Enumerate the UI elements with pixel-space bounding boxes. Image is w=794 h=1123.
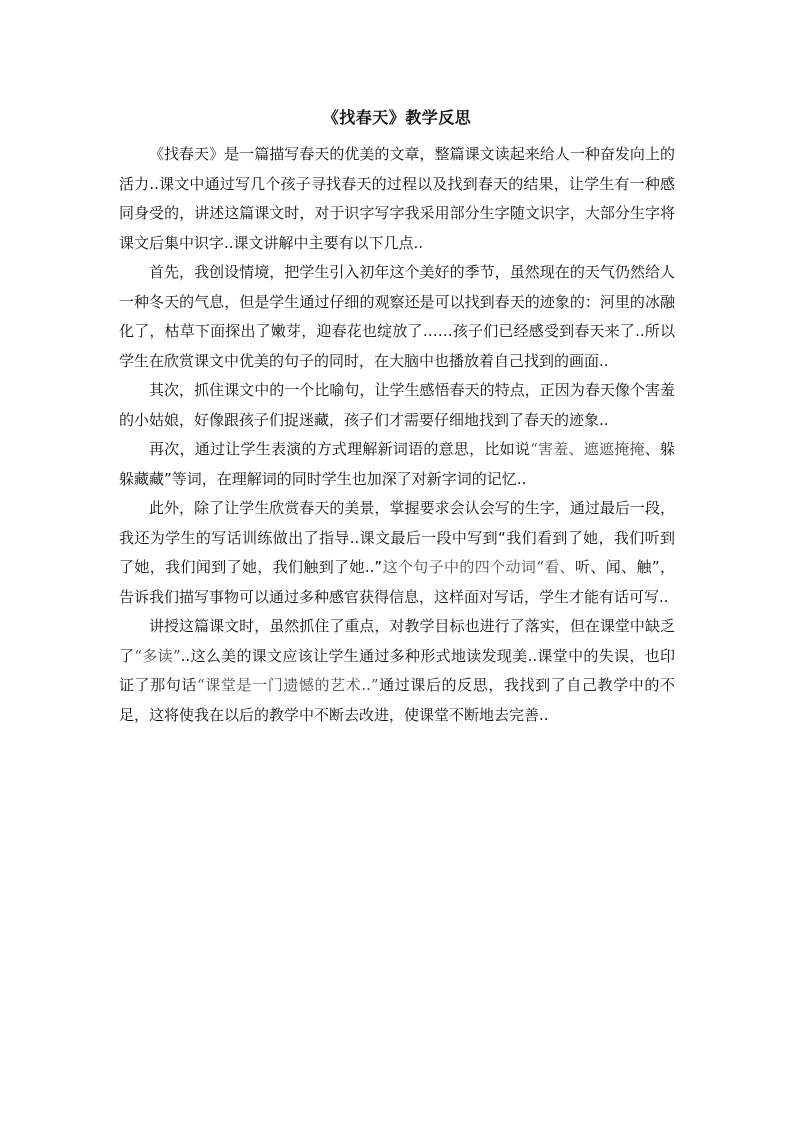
paragraph [119, 435, 675, 494]
paragraph [119, 376, 675, 435]
document-title: 《找春天》教学反思 [322, 108, 472, 127]
quoted-text: “课堂是一门遗憾的艺术..” [197, 676, 379, 694]
paragraph [119, 612, 675, 730]
paragraph-text: 首先，我创设情境，把学生引入初年这个美好的季节，虽然现在的天气仍然给人一种冬天的气息，但是学生通过仔细的观察还是可以找到春天的迹象的：河里的冰融化了，枯草下面探出了嫩芽，迎春花也绽放了……孩子们已经感受到春天来了..所以学生在欣赏课文中优美的句子的同时，在大脑中也播放着自己找到的画面.. [119, 263, 675, 370]
paragraph [119, 140, 675, 258]
quoted-text: “害羞、遮遮掩掩 [530, 440, 645, 458]
document-body [119, 140, 675, 730]
paragraph-text: ..这么美的课文应该让学生通过多种形式地读发现美..课堂中的失误，也印证了那句话 [119, 646, 675, 694]
paragraph [119, 258, 675, 376]
paragraph-text: 《找春天》是一篇描写春天的优美的文章，整篇课文读起来给人一种奋发向上的活力..课文中通过写几个孩子寻找春天的过程以及找到春天的结果，让学生有一种感同身受的，讲述这篇课文时，对于识字写字我采用部分生字随文识字，大部分生字将课文后集中识字..课文讲解中主要有以下几点.. [119, 145, 675, 252]
paragraph-text: 讲授这篇课文时，虽然抓住了重点，对教学目标也进行了落实，但在课堂中缺乏了 [119, 617, 675, 665]
paragraph [119, 494, 675, 612]
paragraph-text: 通过课后的反思，我找到了自己教学中的不足，这将使我在以后的教学中不断去改进，使课堂不断地去完善.. [119, 676, 675, 724]
paragraph-text: 听、闻、触”，告诉我们描写事物可以通过多种感官获得信息，这样面对写话，学生才能有话可写.. [119, 558, 676, 606]
paragraph-text: 其次，抓住课文中的一个比喻句，让学生感悟春天的特点，正因为春天像个害羞的小姑娘，好像跟孩子们捉迷藏，孩子们才需要仔细地找到了春天的迹象.. [119, 381, 675, 429]
quoted-text: 这个句子中的四个动词“看、 [382, 558, 576, 576]
quoted-text: “多读” [134, 646, 181, 665]
paragraph-text: 、躲躲藏藏”等词，在理解词的同时学生也加深了对新字词的记忆.. [119, 440, 675, 488]
paragraph-text: 此外，除了让学生欣赏春天的美景，掌握要求会认会写的生字，通过最后一段，我还为学生的写话训练做出了指导..课文最后一段中写到“我们看到了她，我们听到了她，我们闻到了她，我们触到了她..” [119, 499, 675, 576]
paragraph-text: 再次，通过让学生表演的方式理解新词语的意思，比如说 [149, 440, 531, 458]
